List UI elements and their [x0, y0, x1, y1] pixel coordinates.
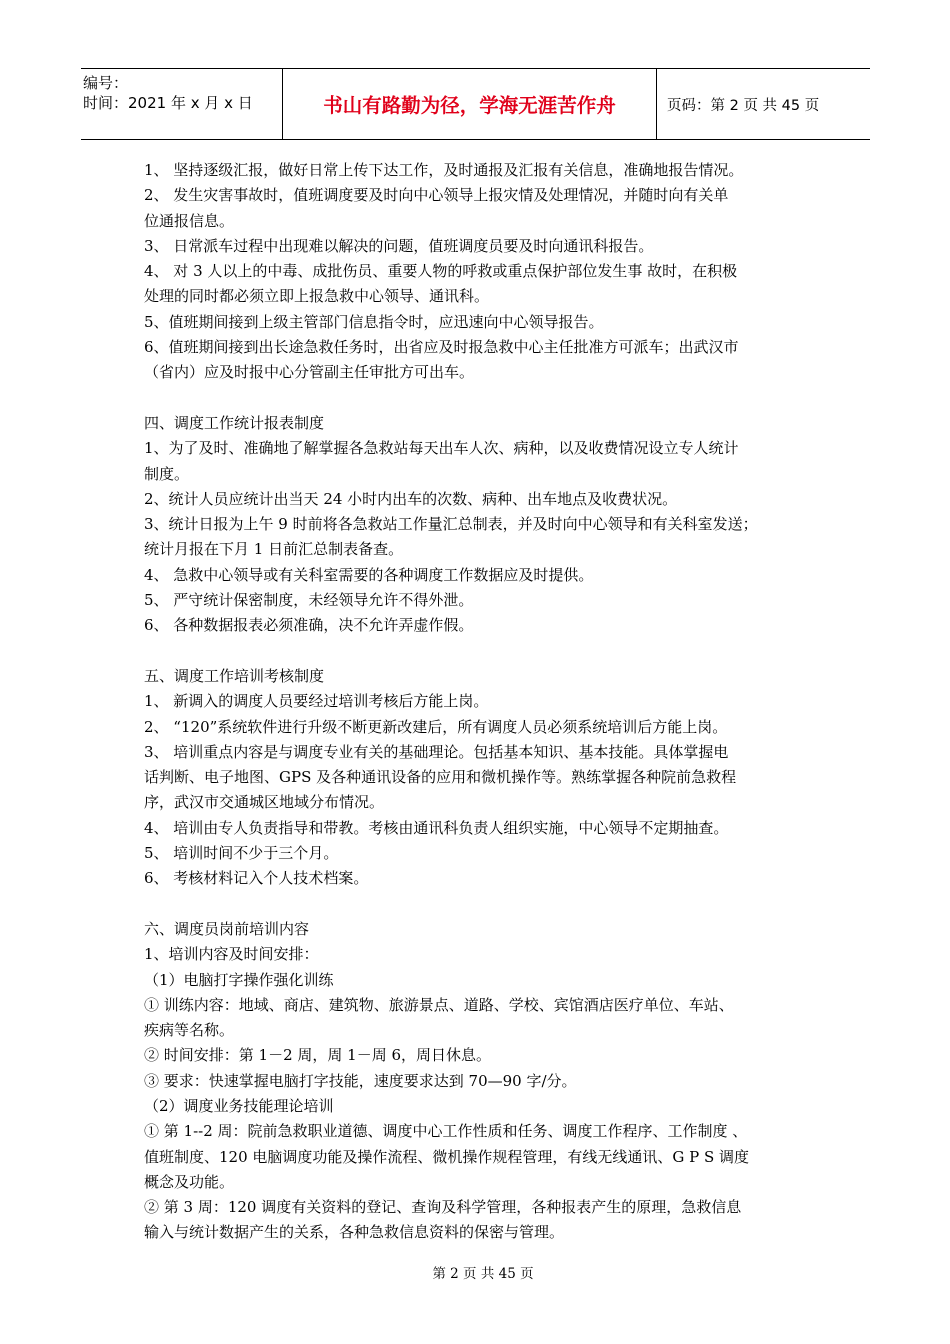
body-line: 六、调度员岗前培训内容	[144, 919, 310, 938]
body-line: 1、为了及时、准确地了解掌握各急救站每天出车人次、病种，以及收费情况设立专人统计	[144, 439, 739, 458]
body-line: 制度。	[144, 464, 190, 483]
body-line: ① 训练内容：地域、商店、建筑物、旅游景点、道路、学校、宾馆酒店医疗单位、车站、	[144, 995, 734, 1014]
body-line: 值班制度、120 电脑调度功能及操作流程、微机操作规程管理，有线无线通讯、G P S 调度	[144, 1147, 750, 1166]
body-line: 5、 培训时间不少于三个月。	[144, 844, 339, 863]
body-line: 统计月报在下月 1 日前汇总制表备查。	[144, 540, 404, 559]
blank-line	[144, 639, 824, 664]
document-number-label: 编号：	[83, 74, 129, 92]
header-meta	[81, 69, 283, 139]
body-line: 2、统计人员应统计出当天 24 小时内出车的次数、病种、出车地点及收费状况。	[144, 489, 678, 508]
body-line: 四、调度工作统计报表制度	[144, 413, 325, 432]
body-line: 6、 考核材料记入个人技术档案。	[144, 869, 369, 888]
body-line: 6、值班期间接到出长途急救任务时，出省应及时报急救中心主任批准方可派车；出武汉市	[144, 338, 739, 357]
body-line: （1）电脑打字操作强化训练	[144, 970, 334, 989]
body-line: 处理的同时都必须立即上报急救中心领导、通讯科。	[144, 287, 490, 306]
header-page-info: 页码：第 2 页 共 45 页	[667, 97, 820, 114]
body-line: 5、值班期间接到上级主管部门信息指令时，应迅速向中心领导报告。	[144, 312, 604, 331]
body-line: 输入与统计数据产生的关系，各种急救信息资料的保密与管理。	[144, 1223, 565, 1242]
body-line: 1、 新调入的调度人员要经过培训考核后方能上岗。	[144, 692, 489, 711]
body-line: 4、 对 3 人以上的中毒、成批伤员、重要人物的呼救或重点保护部位发生事 故时，在积极	[144, 262, 738, 281]
body-line: 3、 日常派车过程中出现难以解决的问题，值班调度员要及时向通讯科报告。	[144, 236, 654, 255]
body-line: ③ 要求：快速掌握电脑打字技能，速度要求达到 70—90 字/分。	[144, 1071, 577, 1090]
body-line: ① 第 1--2 周：院前急救职业道德、调度中心工作性质和任务、调度工作程序、工作制度 、	[144, 1122, 748, 1141]
body-line: ② 时间安排：第 1－2 周，周 1－周 6，周日休息。	[144, 1046, 492, 1065]
body-line: 2、 发生灾害事故时，值班调度要及时向中心领导上报灾情及处理情况，并随时向有关单	[144, 186, 729, 205]
page-header	[81, 68, 870, 140]
body-line: 5、 严守统计保密制度，未经领导允许不得外泄。	[144, 591, 474, 610]
page-footer: 第 2 页 共 45 页	[432, 1266, 534, 1282]
body-line: ② 第 3 周：120 调度有关资料的登记、查询及科学管理，各种报表产生的原理，急救信息	[144, 1198, 742, 1217]
body-line: 4、 急救中心领导或有关科室需要的各种调度工作数据应及时提供。	[144, 565, 594, 584]
document-body	[144, 158, 824, 1246]
body-line: 概念及功能。	[144, 1172, 235, 1191]
blank-line	[144, 386, 824, 411]
body-line: 1、 坚持逐级汇报，做好日常上传下达工作，及时通报及汇报有关信息，准确地报告情况。	[144, 161, 744, 179]
body-line: 3、统计日报为上午 9 时前将各急救站工作量汇总制表，并及时向中心领导和有关科室发送；	[144, 515, 758, 534]
header-motto: 书山有路勤为径，学海无涯苦作舟	[283, 69, 657, 139]
body-line: 1、培训内容及时间安排：	[144, 945, 319, 964]
body-line: 五、调度工作培训考核制度	[144, 666, 325, 685]
body-line: 序，武汉市交通城区地域分布情况。	[144, 793, 385, 812]
body-line: 4、 培训由专人负责指导和带教。考核由通讯科负责人组织实施，中心领导不定期抽查。	[144, 818, 729, 837]
body-line: （2）调度业务技能理论培训	[144, 1096, 334, 1115]
body-line: 位通报信息。	[144, 211, 235, 230]
document-date: 时间：2021 年 x 月 x 日	[83, 94, 253, 112]
body-line: （省内）应及时报中心分管副主任审批方可出车。	[144, 363, 475, 382]
blank-line	[144, 892, 824, 917]
body-line: 6、 各种数据报表必须准确，决不允许弄虚作假。	[144, 616, 474, 635]
body-line: 疾病等名称。	[144, 1021, 235, 1040]
body-line: 3、 培训重点内容是与调度专业有关的基础理论。包括基本知识、基本技能。具体掌握电	[144, 742, 729, 761]
body-line: 话判断、电子地图、GPS 及各种通讯设备的应用和微机操作等。熟练掌握各种院前急救程	[144, 768, 737, 787]
body-line: 2、 “120”系统软件进行升级不断更新改建后，所有调度人员必须系统培训后方能上岗。	[144, 717, 728, 736]
